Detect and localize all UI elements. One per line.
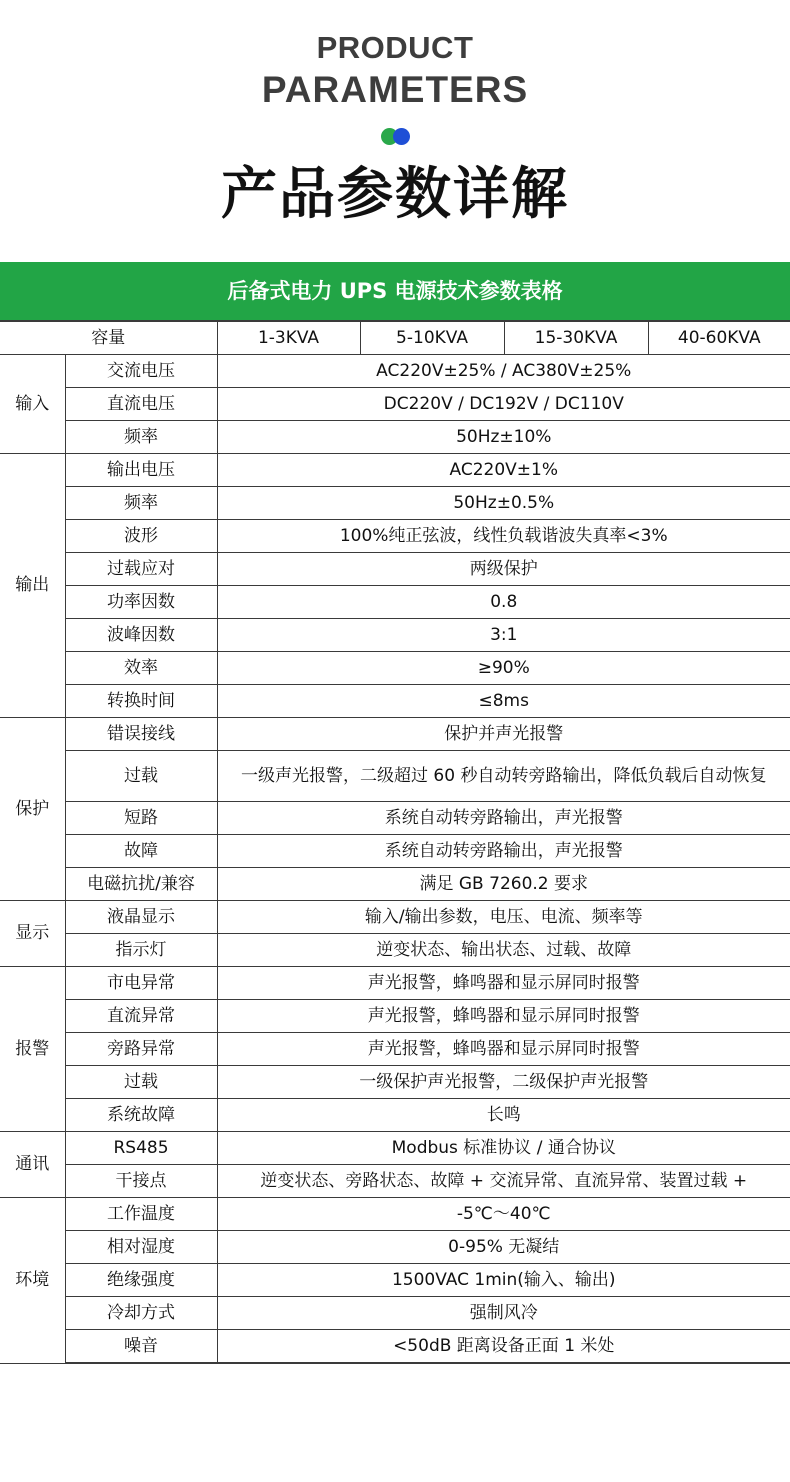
table-row [0,487,790,520]
table-row [0,619,790,652]
param-label: 波峰因数 [65,619,217,652]
param-label: 直流异常 [65,1000,217,1033]
param-value: 声光报警，蜂鸣器和显示屏同时报警 [217,967,790,1000]
group-label: 显示 [0,901,65,967]
table-row [0,652,790,685]
page-header [0,0,790,262]
table-row [0,355,790,388]
spec-table [0,320,790,1364]
table-row [0,454,790,487]
table-row [0,835,790,868]
param-label: 转换时间 [65,685,217,718]
table-row [0,388,790,421]
param-label: 功率因数 [65,586,217,619]
param-label: 液晶显示 [65,901,217,934]
param-value: 长鸣 [217,1099,790,1132]
param-value: 强制风冷 [217,1297,790,1330]
param-label: 错误接线 [65,718,217,751]
capacity-value: 1-3KVA [217,321,360,355]
param-label: 指示灯 [65,934,217,967]
param-value: DC220V / DC192V / DC110V [217,388,790,421]
table-title-banner: 后备式电力 UPS 电源技术参数表格 [0,262,790,320]
table-row [0,868,790,901]
param-label: 噪音 [65,1330,217,1364]
group-label: 环境 [0,1198,65,1364]
table-row [0,520,790,553]
param-value: 3:1 [217,619,790,652]
param-label: RS485 [65,1132,217,1165]
param-value: 一级声光报警，二级超过 60 秒自动转旁路输出，降低负载后自动恢复 [217,751,790,802]
param-value: ≤8ms [217,685,790,718]
param-value: AC220V±25% / AC380V±25% [217,355,790,388]
table-row [0,934,790,967]
param-value: -5℃～40℃ [217,1198,790,1231]
param-label: 绝缘强度 [65,1264,217,1297]
param-label: 旁路异常 [65,1033,217,1066]
group-label: 通讯 [0,1132,65,1198]
group-label: 输入 [0,355,65,454]
table-row [0,967,790,1000]
param-label: 相对湿度 [65,1231,217,1264]
table-row [0,1231,790,1264]
table-row [0,553,790,586]
param-value: 满足 GB 7260.2 要求 [217,868,790,901]
capacity-value: 15-30KVA [504,321,648,355]
table-row [0,421,790,454]
param-value: 0-95% 无凝结 [217,1231,790,1264]
capacity-value: 40-60KVA [648,321,790,355]
table-row [0,586,790,619]
param-label: 直流电压 [65,388,217,421]
param-label: 波形 [65,520,217,553]
capacity-value: 5-10KVA [360,321,504,355]
table-row [0,751,790,802]
title-english-line2: PARAMETERS [261,69,529,110]
table-row [0,1000,790,1033]
param-label: 过载应对 [65,553,217,586]
table-row [0,685,790,718]
title-english-line1: PRODUCT [316,30,474,65]
param-value: 100%纯正弦波，线性负载谐波失真率<3% [217,520,790,553]
param-value: 两级保护 [217,553,790,586]
param-label: 系统故障 [65,1099,217,1132]
table-row [0,901,790,934]
title-chinese: 产品参数详解 [221,162,569,227]
table-row [0,718,790,751]
param-value: 50Hz±0.5% [217,487,790,520]
param-label: 频率 [65,487,217,520]
param-value: 逆变状态、旁路状态、故障 + 交流异常、直流异常、装置过载 + [217,1165,790,1198]
param-label: 交流电压 [65,355,217,388]
group-label: 输出 [0,454,65,718]
group-label: 报警 [0,967,65,1132]
param-label: 工作温度 [65,1198,217,1231]
table-row [0,1033,790,1066]
param-value: ≥90% [217,652,790,685]
param-value: <50dB 距离设备正面 1 米处 [217,1330,790,1364]
param-label: 过载 [65,1066,217,1099]
decorative-dots [381,128,411,145]
param-value: 声光报警，蜂鸣器和显示屏同时报警 [217,1033,790,1066]
param-value: 逆变状态、输出状态、过载、故障 [217,934,790,967]
param-label: 干接点 [65,1165,217,1198]
param-value: 声光报警，蜂鸣器和显示屏同时报警 [217,1000,790,1033]
table-row [0,1264,790,1297]
param-value: Modbus 标准协议 / 通合协议 [217,1132,790,1165]
param-value: 一级保护声光报警，二级保护声光报警 [217,1066,790,1099]
param-value: 输入/输出参数，电压、电流、频率等 [217,901,790,934]
blue-dot-icon [393,128,410,145]
param-label: 效率 [65,652,217,685]
param-label: 短路 [65,802,217,835]
table-row [0,1297,790,1330]
capacity-label: 容量 [0,321,217,355]
table-row [0,802,790,835]
param-label: 故障 [65,835,217,868]
param-label: 过载 [65,751,217,802]
param-value: 保护并声光报警 [217,718,790,751]
table-row [0,1066,790,1099]
capacity-row [0,321,790,355]
table-row [0,1165,790,1198]
param-value: 系统自动转旁路输出，声光报警 [217,835,790,868]
param-label: 输出电压 [65,454,217,487]
param-value: AC220V±1% [217,454,790,487]
param-label: 市电异常 [65,967,217,1000]
table-row [0,1099,790,1132]
param-value: 50Hz±10% [217,421,790,454]
param-value: 1500VAC 1min(输入、输出) [217,1264,790,1297]
table-row [0,1132,790,1165]
group-label: 保护 [0,718,65,901]
param-label: 频率 [65,421,217,454]
table-row [0,1198,790,1231]
param-label: 电磁抗扰/兼容 [65,868,217,901]
param-value: 系统自动转旁路输出，声光报警 [217,802,790,835]
table-row [0,1330,790,1364]
param-label: 冷却方式 [65,1297,217,1330]
param-value: 0.8 [217,586,790,619]
